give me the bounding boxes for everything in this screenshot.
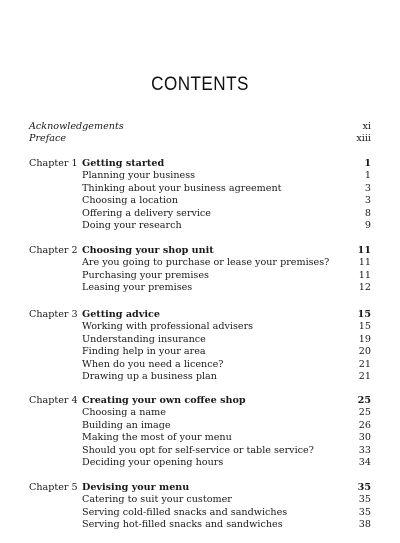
chapter-title: Getting started [82, 158, 165, 169]
section-title: Building an image [82, 419, 171, 431]
page-number: 11 [358, 269, 371, 281]
front-matter-list [29, 121, 371, 146]
section-title: Doing your research [82, 219, 182, 231]
section-entry[interactable] [29, 220, 371, 232]
page-number: 9 [364, 219, 371, 231]
page-number: 25 [358, 407, 371, 419]
section-title: Working with professional advisers [82, 321, 254, 333]
chapter-title: Creating your own coffee shop [82, 395, 246, 406]
chapter-heading[interactable] [29, 482, 371, 494]
page-number: 3 [364, 182, 371, 194]
chapter-heading[interactable] [29, 245, 371, 257]
page-number: 35 [357, 482, 371, 493]
section-entry[interactable] [29, 334, 371, 346]
page-number: 12 [358, 282, 371, 294]
page-number: xiii [356, 133, 371, 145]
page-number: xi [362, 121, 371, 132]
page-number: 1 [364, 170, 371, 182]
chapter-5 [29, 482, 371, 532]
section-entry[interactable] [29, 346, 371, 358]
page-number: 11 [357, 245, 371, 256]
section-title: Catering to suit your customer [82, 494, 232, 506]
page-number: 21 [358, 370, 371, 382]
section-title: Finding help in your area [82, 346, 206, 358]
chapter-4 [29, 395, 371, 469]
section-title: Are you going to purchase or lease your premises? [82, 257, 330, 269]
page-number: 19 [358, 333, 371, 345]
chapter-heading[interactable] [29, 158, 371, 170]
section-title: When do you need a licence? [82, 358, 224, 370]
front-matter-title: Acknowledgements [29, 121, 124, 132]
front-matter-title: Preface [29, 133, 67, 145]
page-number: 11 [358, 257, 371, 269]
page-number: 15 [357, 309, 371, 320]
section-entry[interactable] [29, 208, 371, 220]
page-number: 33 [358, 444, 371, 456]
chapter-heading[interactable] [29, 309, 371, 321]
section-title: Serving hot-filled snacks and sandwiches [82, 519, 283, 531]
section-title: Offering a delivery service [82, 207, 211, 219]
section-title: Making the most of your menu [82, 432, 232, 444]
page-number: 20 [358, 346, 371, 358]
section-entry[interactable] [29, 282, 371, 294]
chapter-label: Chapter 2 [29, 245, 78, 256]
section-entry[interactable] [29, 257, 371, 269]
page-number: 21 [358, 358, 371, 370]
section-title: Choosing a name [82, 407, 166, 419]
page-number: 3 [364, 195, 371, 207]
chapter-label: Chapter 3 [29, 309, 78, 320]
section-entry[interactable] [29, 432, 371, 444]
section-entry[interactable] [29, 321, 371, 333]
section-title: Planning your business [82, 170, 196, 182]
section-entry[interactable] [29, 170, 371, 182]
section-title: Choosing a location [82, 195, 179, 207]
chapter-title: Getting advice [82, 309, 160, 320]
page-title: CONTENTS [151, 74, 249, 95]
section-entry[interactable] [29, 457, 371, 469]
section-title: Serving cold-filled snacks and sandwiches [82, 506, 288, 518]
chapter-2 [29, 245, 371, 295]
section-title: Purchasing your premises [82, 269, 209, 281]
chapter-heading[interactable] [29, 395, 371, 407]
chapter-1 [29, 158, 371, 232]
section-entry[interactable] [29, 371, 371, 383]
section-title: Deciding your opening hours [82, 456, 224, 468]
page-number: 35 [358, 494, 371, 506]
section-entry[interactable] [29, 195, 371, 207]
page-number: 26 [358, 419, 371, 431]
chapter-3 [29, 309, 371, 383]
page-number: 34 [358, 456, 371, 468]
section-entry[interactable] [29, 359, 371, 371]
page-number: 25 [357, 395, 371, 406]
chapter-title: Devising your menu [82, 482, 190, 493]
chapter-label: Chapter 1 [29, 158, 78, 169]
page-number: 8 [364, 207, 371, 219]
section-entry[interactable] [29, 270, 371, 282]
section-title: Understanding insurance [82, 333, 206, 345]
page-number: 15 [358, 321, 371, 333]
section-entry[interactable] [29, 519, 371, 531]
section-entry[interactable] [29, 420, 371, 432]
section-entry[interactable] [29, 507, 371, 519]
section-title: Should you opt for self-service or table service? [82, 444, 314, 456]
section-entry[interactable] [29, 494, 371, 506]
section-title: Drawing up a business plan [82, 370, 217, 382]
chapter-label: Chapter 4 [29, 395, 78, 406]
section-title: Leasing your premises [82, 282, 193, 294]
chapter-title: Choosing your shop unit [82, 245, 214, 256]
section-entry[interactable] [29, 445, 371, 457]
front-matter-item[interactable] [29, 133, 371, 145]
page-number: 38 [358, 519, 371, 531]
page-number: 30 [358, 432, 371, 444]
front-matter-item[interactable] [29, 121, 371, 133]
page-number: 1 [364, 158, 371, 169]
chapter-label: Chapter 5 [29, 482, 78, 493]
section-entry[interactable] [29, 183, 371, 195]
page-number: 35 [358, 506, 371, 518]
section-title: Thinking about your business agreement [82, 182, 282, 194]
section-entry[interactable] [29, 407, 371, 419]
